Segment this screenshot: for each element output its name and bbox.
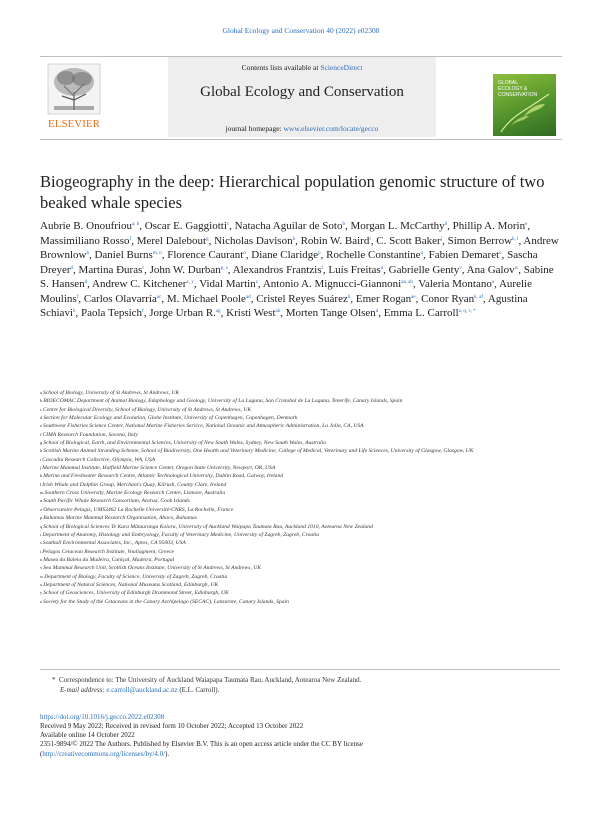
affiliation-text: Centre for Biological Diversity, School of Biology, University of St Andrews, St Andrews, UK <box>43 406 252 413</box>
author-separator: , <box>442 234 448 247</box>
affiliation-item <box>40 389 560 397</box>
sciencedirect-link[interactable]: ScienceDirect <box>320 63 363 72</box>
affiliation-text: Pelagos Cetacean Research Institute, Vouliagmeni, Greece <box>42 548 175 555</box>
author[interactable] <box>40 235 137 247</box>
author-name[interactable]: Natacha Aguilar de Soto <box>234 220 343 232</box>
author[interactable] <box>301 235 377 247</box>
author-separator: , <box>78 292 84 305</box>
author-affiliation-marks[interactable]: r <box>142 265 145 271</box>
affiliation-item <box>40 414 560 422</box>
affiliation-item <box>40 406 560 414</box>
author-affiliation-marks[interactable]: z <box>255 280 258 285</box>
affiliation-text: Irish Whale and Dolphin Group, Merchant's Quay, Kilrush, County Clare, Ireland <box>42 481 227 488</box>
author[interactable] <box>81 307 149 319</box>
author-affiliation-marks[interactable]: h <box>86 251 89 256</box>
doi-link[interactable]: https://doi.org/10.1016/j.gecco.2022.e02308 <box>40 713 165 721</box>
journal-cover-image[interactable] <box>493 74 556 136</box>
author-name[interactable]: Jorge Urban R. <box>149 307 216 319</box>
author-name[interactable]: Andrew Brownlow <box>40 234 559 261</box>
author[interactable] <box>251 249 326 261</box>
author-affiliation-marks[interactable]: b <box>73 309 76 314</box>
author-name[interactable]: Aubrie B. Onoufriou <box>40 220 132 232</box>
author[interactable] <box>429 249 508 261</box>
affiliation-text: Bahamas Marine Mammal Research Organisation, Abaco, Bahamas <box>43 515 197 522</box>
journal-title: Global Ecology and Conservation <box>200 84 404 100</box>
affiliation-key: d <box>40 415 43 421</box>
affiliation-key: r <box>40 531 42 537</box>
affiliation-text: School of Biological Sciences Te Kura Mātauranga Koiora, University of Auckland Waipapa Taumata Rau, Auckland 1010, Aotearoa New Zealand <box>43 523 373 530</box>
affiliation-item <box>40 564 560 572</box>
affiliation-key: t <box>40 548 42 554</box>
author-separator: , <box>220 307 227 319</box>
affiliation-item <box>40 447 560 455</box>
author-name[interactable]: Nicholas Davison <box>214 234 293 247</box>
author-separator: , <box>250 292 257 305</box>
affiliation-text: Cascadia Research Collective, Olympia, WA, USA <box>42 456 156 463</box>
author-name[interactable]: Alexandros Frantzis <box>232 263 322 276</box>
author[interactable] <box>167 293 256 305</box>
available-online: Available online 14 October 2022 <box>40 731 135 739</box>
author-name[interactable]: Massimiliano Rosso <box>40 234 130 247</box>
affiliation-text: School of Biology, University of St Andrews, St Andrews, UK <box>43 390 180 396</box>
affiliation-key: h <box>40 448 43 454</box>
author-separator: , <box>88 249 95 261</box>
author-separator: , <box>501 249 508 261</box>
author-affiliation-marks[interactable]: d <box>375 309 379 314</box>
author-separator: , <box>494 278 499 290</box>
affiliation-text: CIMA Research Foundation, Savona, Italy <box>42 431 138 438</box>
author-separator: , <box>143 307 150 319</box>
author-name[interactable]: Antonio A. Mignucci-Giannoni <box>262 278 402 290</box>
author-name[interactable]: Fabien Demaret <box>428 249 500 261</box>
author-affiliation-marks[interactable]: k, af <box>474 294 484 300</box>
affiliation-item <box>40 598 560 606</box>
journal-homepage <box>168 124 436 133</box>
author-separator: , <box>423 249 429 261</box>
author-affiliation-marks[interactable]: d <box>70 265 74 271</box>
author-separator: , <box>280 307 286 319</box>
affiliation-item <box>40 523 560 531</box>
author[interactable] <box>84 293 167 305</box>
author-separator: , <box>87 278 93 290</box>
affiliation-item <box>40 556 560 564</box>
affiliation-list <box>40 389 560 606</box>
author-name[interactable]: Merel Dalebout <box>136 234 207 247</box>
received-dates: Received 9 May 2022; Received in revised form 10 October 2022; Accepted 13 October 2022 <box>40 722 304 730</box>
affiliation-item <box>40 456 560 464</box>
author-affiliation-marks[interactable]: f <box>142 309 144 314</box>
footnote-divider <box>40 669 560 670</box>
affiliation-text: School of Geosciences, University of Edinburgh Drummond Street, Edinburgh, UK <box>43 590 229 597</box>
author[interactable] <box>263 278 418 290</box>
author-name[interactable]: Simon Berrow <box>447 234 513 247</box>
affiliation-key: g <box>40 440 43 446</box>
author-affiliation-marks[interactable]: o <box>243 251 246 256</box>
author-affiliation-marks[interactable]: e <box>525 222 528 227</box>
author-name[interactable]: Rochelle Constantine <box>326 249 421 261</box>
author-affiliation-marks[interactable]: b <box>347 294 351 300</box>
affiliation-key: o <box>40 506 43 512</box>
author[interactable] <box>137 235 214 247</box>
author-name[interactable]: Morten Tange Olsen <box>285 307 376 319</box>
affiliation-key: n <box>40 498 43 504</box>
author[interactable] <box>453 220 530 232</box>
author-name[interactable]: Diane Claridge <box>251 249 319 261</box>
author-affiliation-marks[interactable]: m, n <box>152 251 162 256</box>
affiliation-text: Department of Biology, Faculty of Science, University of Zagreb, Zagreb, Croatia <box>44 573 228 580</box>
author-separator: , <box>75 307 81 319</box>
affiliation-text: Scottish Marine Animal Stranding Scheme, School of Biodiversity, One Health and Veterinary Medicine, College of Medical, Veterinary and Life Sciences, University of Glasgow, Glasgow, UK <box>43 448 474 455</box>
author-separator: , <box>227 263 233 276</box>
author-separator: , <box>370 234 377 247</box>
author-name[interactable]: Paola Tepsich <box>81 307 143 319</box>
license-text: 2351-9894/© 2022 The Authors. Published by Elsevier B.V. This is an open access article under the CC BY license <box>40 740 363 748</box>
affiliation-item <box>40 548 560 556</box>
author-separator: , <box>383 263 389 276</box>
author-name[interactable]: Andrew C. Kitchener <box>92 278 187 290</box>
author-separator: , <box>73 263 79 276</box>
author[interactable] <box>421 293 488 305</box>
author[interactable] <box>214 235 301 247</box>
author-affiliation-marks[interactable]: a, q, v, * <box>458 309 476 314</box>
author-name[interactable]: Conor Ryan <box>421 292 475 305</box>
author-affiliation-marks[interactable]: o <box>499 251 502 256</box>
author-name[interactable]: Valeria Montano <box>418 278 492 290</box>
journal-reference[interactable]: Global Ecology and Conservation 40 (2022) e02308 <box>222 26 380 35</box>
affiliation-text: Museu da Baleia da Madeira, Caniçal, Madeira, Portugal <box>43 556 175 563</box>
author-affiliation-marks[interactable]: aa, ab <box>401 280 413 285</box>
author[interactable] <box>226 307 286 319</box>
author-separator: , <box>208 234 215 247</box>
affiliation-key: w <box>40 573 44 579</box>
author-separator: , <box>483 292 488 305</box>
author[interactable] <box>40 220 145 232</box>
affiliation-item <box>40 581 560 589</box>
affiliation-text: School of Biological, Earth, and Environmental Sciences, University of New South Wales, Sydney, New South Wales, Australia <box>43 440 326 447</box>
author-separator: , <box>378 307 384 319</box>
affiliation-item <box>40 573 560 581</box>
affiliation-item <box>40 514 560 522</box>
affiliation-text: Sea Mammal Research Unit, Scottish Oceans Institute, University of St Andrews, St Andrews, UK <box>43 565 262 572</box>
author-separator: , <box>131 234 137 247</box>
affiliation-key: j <box>40 465 42 471</box>
author[interactable] <box>376 235 447 247</box>
affiliation-key: q <box>40 523 43 529</box>
affiliation-text: BIOECOMAC Department of Animal Biology, Edaphology and Geology, University of La Laguna, San Cristobal de La Laguna, Tenerife, Canary Islands, Spain <box>43 398 403 405</box>
author-separator: , <box>322 263 329 276</box>
author-affiliation-marks[interactable]: u <box>380 265 384 271</box>
affiliation-item <box>40 589 560 597</box>
article-title: Biogeography in the deep: Hierarchical population genomic structure of two beaked whale species <box>40 172 545 212</box>
author-affiliation-marks[interactable]: k, l <box>512 236 519 242</box>
author-affiliation-marks[interactable]: w <box>514 265 519 271</box>
author-affiliation-marks[interactable]: x, y <box>186 280 194 285</box>
author-name[interactable]: Gabrielle Genty <box>388 263 460 276</box>
author-name[interactable]: Daniel Burns <box>94 249 153 261</box>
svg-text:ELSEVIER: ELSEVIER <box>48 118 100 130</box>
author-affiliation-marks[interactable]: ad <box>245 294 251 300</box>
affiliation-text: Department of Natural Sciences, National Museums Scotland, Edinburgh, UK <box>43 581 219 588</box>
author-separator: , <box>161 292 167 305</box>
author[interactable] <box>94 249 167 261</box>
author[interactable] <box>199 278 263 290</box>
author-name[interactable]: M. Michael Poole <box>166 292 246 305</box>
author-name[interactable]: Martina Đuras <box>78 263 143 276</box>
license-paren-close: ). <box>165 749 170 758</box>
affiliation-text: Marine Mammal Institute, Hatfield Marine Science Center, Oregon State University, Newport, OR, USA <box>42 465 276 472</box>
affiliation-text: Society for the Study of the Cetaceans in the Canary Archipelago (SECAC), Lanzarote, Canary Islands, Spain <box>43 598 289 605</box>
author[interactable] <box>235 220 351 232</box>
author-affiliation-marks[interactable]: d <box>444 222 448 227</box>
affiliation-key: k <box>40 473 43 479</box>
author[interactable] <box>326 249 428 261</box>
author-name[interactable]: Sascha Dreyer <box>40 249 538 276</box>
email-label: E-mail address: <box>60 686 107 694</box>
author-affiliation-marks[interactable]: p <box>318 251 321 256</box>
author-affiliation-marks[interactable]: ae <box>411 294 416 300</box>
author-separator: , <box>527 220 531 232</box>
elsevier-logo[interactable] <box>42 62 106 134</box>
affiliation-item <box>40 539 560 547</box>
cover-title: GLOBAL ECOLOGY & CONSERVATION <box>498 80 538 98</box>
author[interactable] <box>350 220 452 232</box>
affiliation-item <box>40 431 560 439</box>
contents-label: Contents lists available at <box>241 63 321 72</box>
author-separator: , <box>144 263 150 276</box>
affiliation-text: Marine and Freshwater Research Centre, Atlantic Technological University, Dublin Road, Galway, Ireland <box>43 473 284 480</box>
author-separator: , <box>461 263 467 276</box>
author-separator: , <box>295 234 301 247</box>
author-affiliation-marks[interactable]: v <box>459 265 462 271</box>
affiliation-key: s <box>40 540 42 546</box>
author[interactable] <box>418 278 499 290</box>
author-name[interactable]: Cristel Reyes Suárez <box>256 292 348 305</box>
author-affiliation-marks[interactable]: b <box>342 222 345 227</box>
license-link[interactable]: http://creativecommons.org/licenses/by/4.0/ <box>42 749 166 758</box>
affiliation-key: z <box>40 598 42 604</box>
affiliation-text: Southwest Fisheries Science Center, National Marine Fisheries Service, National Oceanic and Atmospheric Administration, La Jolla, CA, USA <box>43 423 364 430</box>
author-affiliation-marks[interactable]: a, b <box>131 222 140 227</box>
affiliation-item <box>40 422 560 430</box>
author-name[interactable]: C. Scott Baker <box>376 234 441 247</box>
affiliation-text: Section for Molecular Ecology and Evolution, Globe Institute, University of Copenhagen, Copenhagen, Denmark <box>43 415 298 422</box>
author-affiliation-marks[interactable]: g <box>206 236 209 242</box>
author-affiliation-marks[interactable]: j <box>440 236 443 242</box>
author-affiliation-marks[interactable]: ac <box>156 294 162 300</box>
author[interactable] <box>286 307 384 319</box>
affiliation-item <box>40 481 560 489</box>
affiliation-item <box>40 506 560 514</box>
author-list <box>40 219 560 321</box>
author[interactable] <box>467 264 524 276</box>
author[interactable] <box>92 278 199 290</box>
author[interactable] <box>256 293 356 305</box>
author-affiliation-marks[interactable]: ah <box>275 309 281 314</box>
author-affiliation-marks[interactable]: p, s <box>220 265 228 271</box>
author-affiliation-marks[interactable]: q <box>420 251 424 256</box>
author-affiliation-marks[interactable]: d <box>84 280 88 285</box>
author[interactable] <box>149 307 226 319</box>
author-name[interactable]: Emma L. Carroll <box>383 307 459 319</box>
license-paren-open: ( <box>40 749 43 758</box>
affiliation-item <box>40 489 560 497</box>
author-name[interactable]: Aurelie Moulins <box>40 278 532 305</box>
affiliation-item <box>40 497 560 505</box>
affiliation-key: l <box>40 481 42 487</box>
author-affiliation-marks[interactable]: f <box>129 236 132 242</box>
author-name[interactable]: Sabine S. Hansen <box>40 263 554 290</box>
author-affiliation-marks[interactable]: c <box>226 222 230 227</box>
author[interactable] <box>328 264 388 276</box>
affiliation-key: v <box>40 565 43 571</box>
author[interactable] <box>145 220 235 232</box>
author-name[interactable]: Florence Caurant <box>167 249 244 261</box>
author-name[interactable]: Luís Freitas <box>328 263 381 276</box>
author-name[interactable]: Morgan L. McCarthy <box>350 220 445 232</box>
author-name[interactable]: Agustina Schiavi <box>40 292 528 319</box>
email-suffix: (E.L. Carroll). <box>177 686 220 694</box>
author-affiliation-marks[interactable]: h <box>292 236 296 242</box>
author-separator: , <box>193 278 200 290</box>
author-separator: , <box>412 278 419 290</box>
author-name[interactable]: Phillip A. Morin <box>452 220 526 232</box>
author-separator: , <box>257 278 263 290</box>
author[interactable] <box>233 264 329 276</box>
affiliation-text: Southall Environmental Associates, Inc., Aptos, CA 95003, USA <box>42 540 186 547</box>
elsevier-tree-icon <box>42 62 106 134</box>
author-name[interactable]: Oscar E. Gaggiotti <box>144 220 227 232</box>
author-separator: , <box>245 249 252 261</box>
author-name[interactable]: Robin W. Baird <box>300 234 370 247</box>
author-separator: , <box>415 292 422 305</box>
affiliation-key: i <box>40 456 42 462</box>
contents-availability <box>168 63 436 72</box>
affiliation-key: u <box>40 556 43 562</box>
homepage-link[interactable]: www.elsevier.com/locate/gecco <box>283 124 379 133</box>
correspondence-note <box>52 675 560 695</box>
author-separator: , <box>229 220 235 232</box>
author-name[interactable]: John W. Durban <box>149 263 221 276</box>
affiliation-key: c <box>40 406 42 412</box>
correspondence-marker: * <box>52 676 56 684</box>
affiliation-item <box>40 531 560 539</box>
author-separator: , <box>320 249 327 261</box>
author-separator: , <box>350 292 356 305</box>
affiliation-item <box>40 464 560 472</box>
author-name[interactable]: Vidal Martin <box>199 278 256 290</box>
author-separator: , <box>518 263 524 276</box>
author[interactable] <box>167 249 251 261</box>
affiliation-text: South Pacific Whale Research Consortium, Avarua, Cook Islands <box>43 498 190 505</box>
affiliation-key: b <box>40 398 43 404</box>
author-name[interactable]: Carlos Olavarría <box>83 292 157 305</box>
author-affiliation-marks[interactable]: i <box>369 236 371 242</box>
author-separator: , <box>518 234 524 247</box>
author-name[interactable]: Kristi West <box>226 307 276 319</box>
affiliation-text: Southern Cross University, Marine Ecology Research Centre, Lismore, Australia <box>44 490 226 497</box>
affiliation-key: m <box>40 490 44 496</box>
affiliation-key: x <box>40 581 43 587</box>
author-separator: , <box>161 249 168 261</box>
affiliation-key: a <box>40 390 42 395</box>
affiliation-key: p <box>40 515 43 521</box>
author-separator: , <box>447 220 453 232</box>
author-separator: , <box>344 220 351 232</box>
affiliation-text: Observatoire Pelagis, UMS3462 La Rochelle Université-CNRS, La Rochelle, France <box>43 506 234 513</box>
author[interactable] <box>356 293 421 305</box>
affiliation-text: Department of Anatomy, Histology and Embryology, Faculty of Veterinary Medicine, University of Zagreb, Zagreb, Croatia <box>42 531 320 538</box>
author-affiliation-marks[interactable]: ag <box>215 309 221 314</box>
license-statement <box>40 740 560 759</box>
author-name[interactable]: Emer Rogan <box>355 292 412 305</box>
author[interactable] <box>79 264 150 276</box>
affiliation-item <box>40 439 560 447</box>
author-name[interactable]: Ana Galov <box>466 263 515 276</box>
author-affiliation-marks[interactable]: a <box>491 280 495 285</box>
author[interactable] <box>448 235 524 247</box>
author-separator: , <box>139 220 145 232</box>
author[interactable] <box>389 264 467 276</box>
affiliation-key: f <box>40 431 42 437</box>
article-history <box>40 722 560 740</box>
author[interactable] <box>384 307 476 319</box>
author[interactable] <box>150 264 233 276</box>
email-link[interactable]: e.carroll@auckland.ac.nz <box>106 686 178 694</box>
author-affiliation-marks[interactable]: t <box>321 265 323 271</box>
affiliation-key: y <box>40 590 43 596</box>
affiliation-key: e <box>40 423 42 429</box>
author-affiliation-marks[interactable]: f <box>76 294 79 300</box>
affiliation-item <box>40 397 560 405</box>
homepage-label: journal homepage: <box>225 124 284 133</box>
affiliation-item <box>40 472 560 480</box>
correspondence-text: Correspondence to: The University of Auckland Waiapapa Taumata Rau, Auckland, Aotearoa New Zealand. <box>59 676 362 684</box>
